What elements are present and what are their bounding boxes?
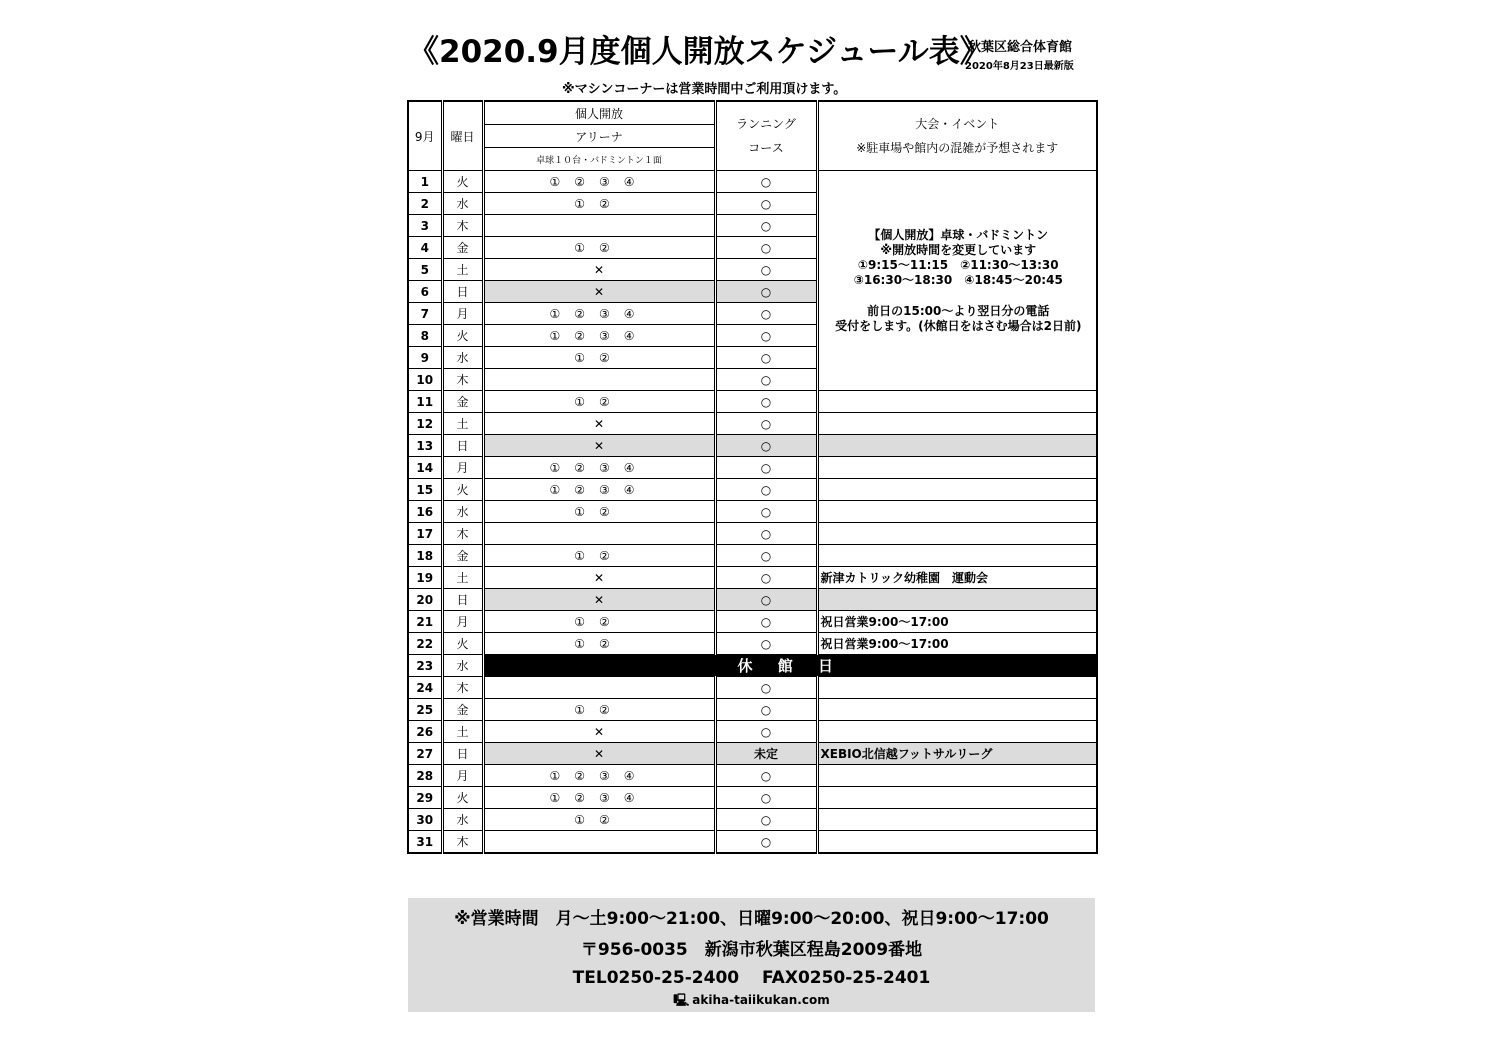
arena-header: アリーナ — [483, 125, 715, 148]
day-cell: 1 — [408, 171, 442, 193]
schedule-row — [408, 721, 1097, 743]
arena-cell: ✕ — [483, 743, 715, 765]
day-cell: 30 — [408, 809, 442, 831]
weekday-cell: 日 — [442, 435, 483, 457]
day-cell: 23 — [408, 655, 442, 677]
weekday-cell: 月 — [442, 611, 483, 633]
running-cell: ○ — [715, 567, 817, 589]
schedule-row — [408, 743, 1097, 765]
schedule-row — [408, 787, 1097, 809]
arena-cell: ✕ — [483, 259, 715, 281]
weekday-cell: 火 — [442, 325, 483, 347]
event-cell — [817, 831, 1097, 854]
running-cell: ○ — [715, 347, 817, 369]
schedule-row — [408, 655, 1097, 677]
event-cell — [817, 457, 1097, 479]
arena-cell: ①② — [483, 611, 715, 633]
footer-info — [408, 898, 1095, 1012]
schedule-row — [408, 501, 1097, 523]
page-title: 《2020.9月度個人開放スケジュール表》 — [408, 34, 991, 70]
day-cell: 21 — [408, 611, 442, 633]
day-cell: 6 — [408, 281, 442, 303]
day-cell: 14 — [408, 457, 442, 479]
arena-cell: ✕ — [483, 567, 715, 589]
weekday-cell: 金 — [442, 699, 483, 721]
arena-cell — [483, 677, 715, 699]
day-cell: 18 — [408, 545, 442, 567]
schedule-row — [408, 545, 1097, 567]
arena-sub-header: 卓球１０台・バドミントン１面 — [483, 148, 715, 171]
weekday-cell: 金 — [442, 545, 483, 567]
running-header — [715, 101, 817, 171]
weekday-cell: 水 — [442, 193, 483, 215]
event-cell: XEBIO北信越フットサルリーグ — [817, 743, 1097, 765]
weekday-cell: 火 — [442, 633, 483, 655]
running-cell: ○ — [715, 413, 817, 435]
weekday-cell: 土 — [442, 567, 483, 589]
weekday-cell: 月 — [442, 303, 483, 325]
schedule-row — [408, 699, 1097, 721]
running-cell: ○ — [715, 391, 817, 413]
weekday-cell: 水 — [442, 655, 483, 677]
notice-line4: ③16:30～18:30 ④18:45～20:45 — [853, 272, 1063, 287]
day-cell: 4 — [408, 237, 442, 259]
arena-cell: ①② — [483, 809, 715, 831]
running-cell: ○ — [715, 523, 817, 545]
schedule-row — [408, 457, 1097, 479]
arena-cell — [483, 831, 715, 854]
event-cell — [817, 677, 1097, 699]
arena-cell — [483, 215, 715, 237]
event-cell — [817, 501, 1097, 523]
schedule-row — [408, 171, 1097, 193]
day-cell: 29 — [408, 787, 442, 809]
weekday-cell: 木 — [442, 831, 483, 854]
running-cell: ○ — [715, 193, 817, 215]
arena-cell: ✕ — [483, 589, 715, 611]
arena-cell: ①②③④ — [483, 303, 715, 325]
day-cell: 5 — [408, 259, 442, 281]
weekday-cell: 土 — [442, 259, 483, 281]
weekday-cell: 土 — [442, 721, 483, 743]
day-cell: 15 — [408, 479, 442, 501]
weekday-header: 曜日 — [442, 101, 483, 171]
running-header-line2: コース — [748, 141, 784, 155]
event-cell — [817, 765, 1097, 787]
day-cell: 16 — [408, 501, 442, 523]
day-cell: 25 — [408, 699, 442, 721]
schedule-row — [408, 479, 1097, 501]
notice-line2: ※開放時間を変更しています — [880, 242, 1037, 257]
running-cell: ○ — [715, 765, 817, 787]
arena-cell: ①② — [483, 193, 715, 215]
running-cell: ○ — [715, 303, 817, 325]
schedule-row — [408, 589, 1097, 611]
running-cell: ○ — [715, 589, 817, 611]
website-link[interactable]: akiha-taiikukan.com — [692, 993, 830, 1007]
machine-corner-note: ※マシンコーナーは営業時間中ご利用頂けます。 — [562, 82, 847, 97]
arena-cell: ①②③④ — [483, 787, 715, 809]
schedule-row — [408, 567, 1097, 589]
month-header: 9月 — [408, 101, 442, 171]
weekday-cell: 金 — [442, 391, 483, 413]
day-cell: 24 — [408, 677, 442, 699]
schedule-table — [407, 100, 1098, 854]
arena-cell: ①② — [483, 347, 715, 369]
day-cell: 2 — [408, 193, 442, 215]
day-cell: 7 — [408, 303, 442, 325]
arena-cell: ✕ — [483, 721, 715, 743]
day-cell: 22 — [408, 633, 442, 655]
arena-cell: ①②③④ — [483, 457, 715, 479]
event-cell — [817, 589, 1097, 611]
running-cell: ○ — [715, 435, 817, 457]
day-cell: 11 — [408, 391, 442, 413]
event-cell — [817, 479, 1097, 501]
running-cell: ○ — [715, 237, 817, 259]
notice-line3: ①9:15～11:15 ②11:30～13:30 — [857, 257, 1059, 272]
arena-cell: ①② — [483, 237, 715, 259]
schedule-row — [408, 611, 1097, 633]
running-cell: ○ — [715, 633, 817, 655]
arena-cell: ✕ — [483, 281, 715, 303]
event-cell — [817, 699, 1097, 721]
schedule-row — [408, 831, 1097, 854]
weekday-cell: 日 — [442, 743, 483, 765]
weekday-cell: 水 — [442, 809, 483, 831]
running-cell: ○ — [715, 677, 817, 699]
notice-line5: 前日の15:00～より翌日分の電話 — [867, 303, 1050, 318]
day-cell: 27 — [408, 743, 442, 765]
running-cell: ○ — [715, 215, 817, 237]
event-header — [817, 101, 1097, 171]
closed-day-cell: 休 館 日 — [483, 655, 1097, 677]
event-cell — [817, 391, 1097, 413]
event-cell — [817, 413, 1097, 435]
event-cell — [817, 721, 1097, 743]
running-cell: ○ — [715, 611, 817, 633]
running-cell: ○ — [715, 831, 817, 854]
running-cell: ○ — [715, 699, 817, 721]
arena-cell: ✕ — [483, 435, 715, 457]
weekday-cell: 月 — [442, 457, 483, 479]
notice-line6: 受付をします。(休館日をはさむ場合は2日前) — [835, 318, 1082, 333]
website-row — [408, 991, 1095, 1012]
event-cell — [817, 787, 1097, 809]
weekday-cell: 火 — [442, 479, 483, 501]
day-cell: 10 — [408, 369, 442, 391]
weekday-cell: 日 — [442, 281, 483, 303]
schedule-row — [408, 677, 1097, 699]
day-cell: 26 — [408, 721, 442, 743]
arena-cell: ①② — [483, 391, 715, 413]
arena-cell: ①②③④ — [483, 479, 715, 501]
event-cell — [817, 523, 1097, 545]
arena-cell: ①② — [483, 699, 715, 721]
contact: TEL0250-25-2400 FAX0250-25-2401 — [572, 968, 931, 988]
individual-open-notice — [817, 171, 1097, 391]
event-cell: 祝日営業9:00～17:00 — [817, 611, 1097, 633]
arena-cell: ①② — [483, 545, 715, 567]
day-cell: 19 — [408, 567, 442, 589]
weekday-cell: 日 — [442, 589, 483, 611]
arena-cell: ①② — [483, 633, 715, 655]
day-cell: 28 — [408, 765, 442, 787]
running-header-line1: ランニング — [736, 117, 796, 131]
running-cell: ○ — [715, 809, 817, 831]
weekday-cell: 火 — [442, 171, 483, 193]
day-cell: 20 — [408, 589, 442, 611]
business-hours: ※営業時間 月～土9:00～21:00、日曜9:00～20:00、祝日9:00～17:00 — [454, 909, 1049, 929]
event-header-line2: ※駐車場や館内の混雑が予想されます — [856, 141, 1059, 155]
weekday-cell: 木 — [442, 215, 483, 237]
schedule-row — [408, 391, 1097, 413]
running-cell: ○ — [715, 325, 817, 347]
event-cell: 新津カトリック幼稚園 運動会 — [817, 567, 1097, 589]
arena-cell: ①②③④ — [483, 765, 715, 787]
day-cell: 17 — [408, 523, 442, 545]
notice-line1: 【個人開放】卓球・バドミントン — [868, 227, 1049, 242]
header-row — [408, 101, 1097, 125]
schedule-row — [408, 435, 1097, 457]
schedule-row — [408, 413, 1097, 435]
weekday-cell: 木 — [442, 677, 483, 699]
weekday-cell: 金 — [442, 237, 483, 259]
schedule-row — [408, 633, 1097, 655]
arena-cell: ✕ — [483, 413, 715, 435]
event-cell: 祝日営業9:00～17:00 — [817, 633, 1097, 655]
event-cell — [817, 435, 1097, 457]
day-cell: 3 — [408, 215, 442, 237]
running-cell: ○ — [715, 457, 817, 479]
schedule-row — [408, 765, 1097, 787]
computer-icon: 🖳 — [673, 993, 690, 1007]
weekday-cell: 土 — [442, 413, 483, 435]
running-cell: 未定 — [715, 743, 817, 765]
day-cell: 13 — [408, 435, 442, 457]
weekday-cell: 火 — [442, 787, 483, 809]
facility-name: 秋葉区総合体育館 — [968, 40, 1073, 55]
event-cell — [817, 545, 1097, 567]
day-cell: 31 — [408, 831, 442, 854]
running-cell: ○ — [715, 369, 817, 391]
weekday-cell: 木 — [442, 523, 483, 545]
updated-date: 2020年8月23日最新版 — [965, 61, 1074, 72]
day-cell: 8 — [408, 325, 442, 347]
day-cell: 9 — [408, 347, 442, 369]
schedule-row — [408, 809, 1097, 831]
running-cell: ○ — [715, 281, 817, 303]
weekday-cell: 木 — [442, 369, 483, 391]
arena-cell: ①②③④ — [483, 171, 715, 193]
running-cell: ○ — [715, 501, 817, 523]
schedule-row — [408, 523, 1097, 545]
running-cell: ○ — [715, 721, 817, 743]
running-cell: ○ — [715, 479, 817, 501]
running-cell: ○ — [715, 171, 817, 193]
event-cell — [817, 809, 1097, 831]
arena-cell — [483, 369, 715, 391]
weekday-cell: 水 — [442, 501, 483, 523]
running-cell: ○ — [715, 545, 817, 567]
weekday-cell: 水 — [442, 347, 483, 369]
arena-cell: ①②③④ — [483, 325, 715, 347]
running-cell: ○ — [715, 259, 817, 281]
address: 〒956-0035 新潟市秋葉区程島2009番地 — [580, 940, 923, 960]
arena-cell: ①② — [483, 501, 715, 523]
weekday-cell: 月 — [442, 765, 483, 787]
day-cell: 12 — [408, 413, 442, 435]
running-cell: ○ — [715, 787, 817, 809]
event-header-line1: 大会・イベント — [915, 117, 1000, 131]
open-header: 個人開放 — [483, 101, 715, 125]
arena-cell — [483, 523, 715, 545]
